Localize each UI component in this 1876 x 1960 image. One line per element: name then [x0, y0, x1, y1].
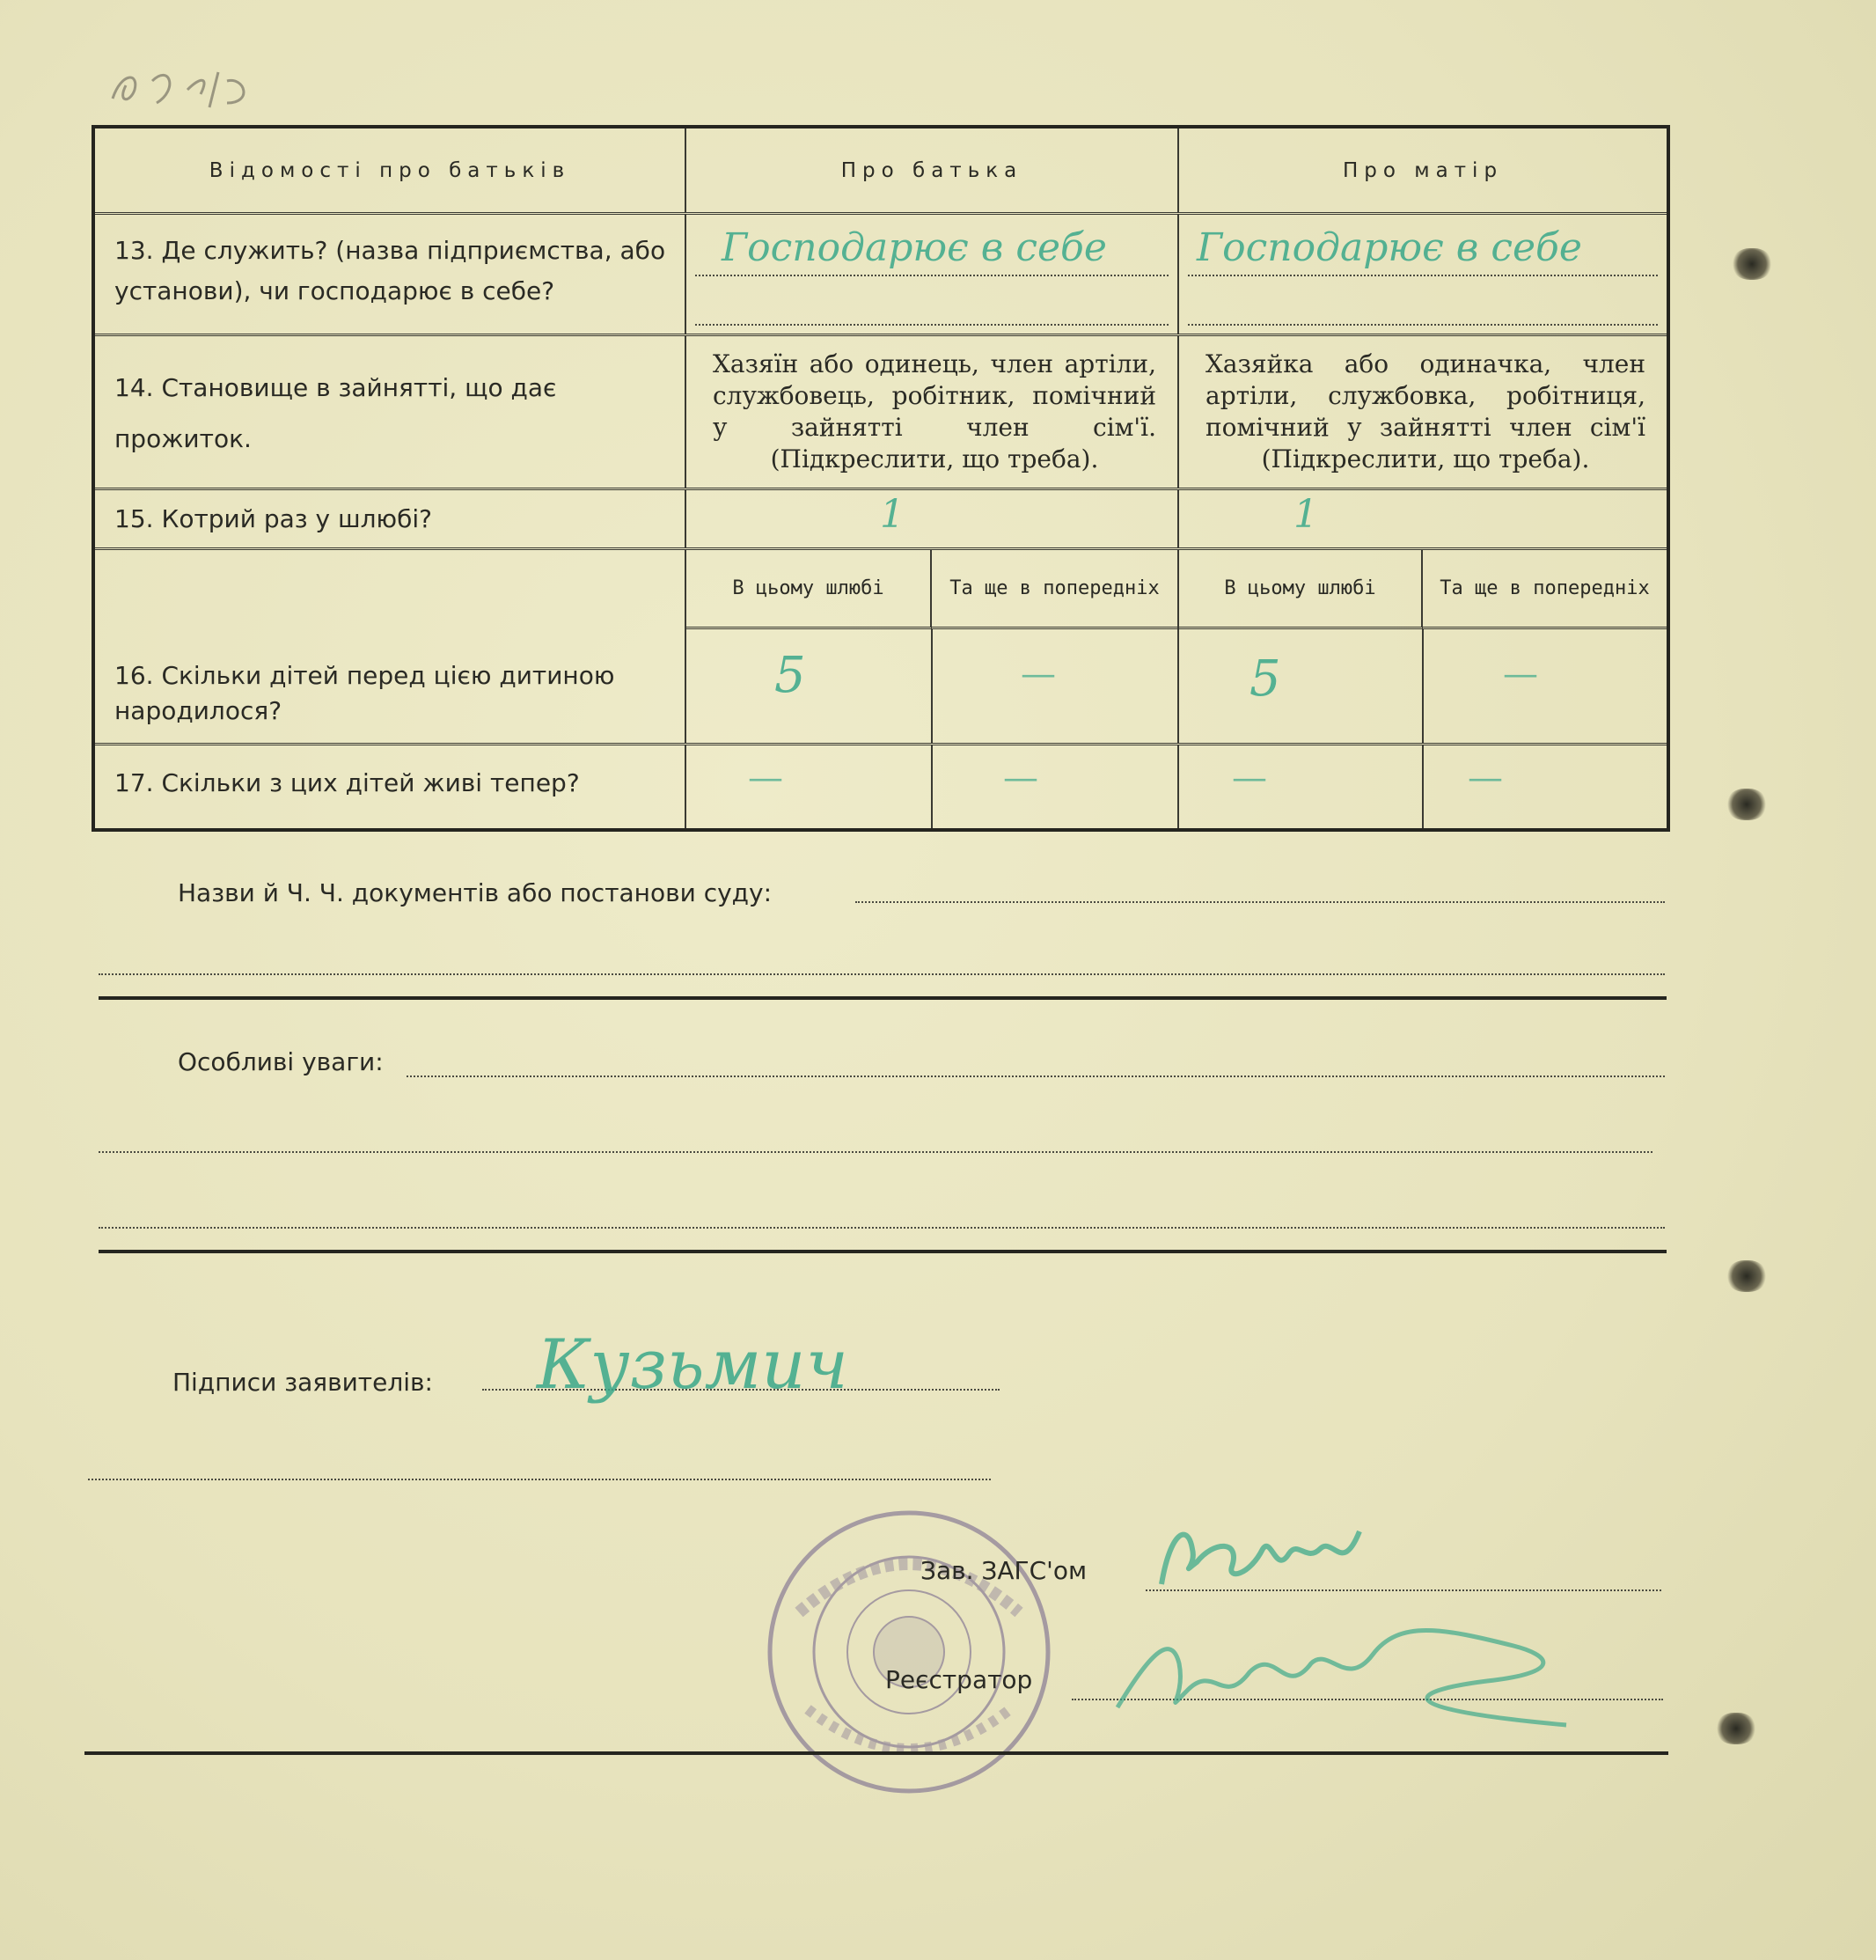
q16-mother-prev-header: Та ще в попередніх — [1423, 550, 1667, 629]
q16-father-prev-answer: — — [1021, 654, 1056, 694]
parents-info-table — [92, 125, 1670, 832]
row-15-marriage-count — [95, 490, 1667, 550]
dotted-line — [695, 324, 1169, 326]
remarks-line-3 — [99, 1227, 1665, 1229]
header-father: Про батька — [686, 128, 1179, 212]
zags-head-label: Зав. ЗАГС'ом — [920, 1556, 1088, 1585]
remarks-line-2 — [99, 1151, 1652, 1153]
q15-mother-cell — [1179, 490, 1667, 547]
pencil-annotation — [104, 55, 262, 116]
q17-text: Скільки з цих дітей живі тепер? — [161, 768, 580, 797]
punch-hole — [1726, 789, 1767, 820]
bottom-divider — [84, 1751, 1668, 1755]
q15-number: 15. — [114, 504, 154, 533]
q13-mother-answer: Господарює в себе — [1197, 225, 1582, 270]
q15-text: Котрий раз у шлюбі? — [161, 504, 433, 533]
q16-father-this-header: В цьому шлюбі — [686, 550, 932, 629]
q17-father-prev-answer: — — [1003, 758, 1038, 798]
remarks-line-1 — [407, 1075, 1665, 1077]
q16-text: Скільки дітей перед цією дитиною народилося? — [114, 661, 615, 725]
q17-mother-cell — [1179, 745, 1667, 828]
q17-father-cell — [686, 745, 1179, 828]
q16-number: 16. — [114, 661, 154, 690]
q13-text: Де служить? (назва підприємства, або установи), чи господарює в себе? — [114, 236, 666, 305]
q14-text: Становище в зайнятті, що дає прожиток. — [114, 373, 557, 453]
header-mother: Про матір — [1342, 158, 1504, 182]
q16-mother-this-header: В цьому шлюбі — [1179, 550, 1423, 629]
q16-father-cell — [686, 550, 1179, 743]
q13-father-answer: Господарює в себе — [722, 225, 1107, 270]
q16-father-prev-cell — [933, 629, 1177, 743]
remarks-label: Особливі уваги: — [178, 1047, 384, 1076]
q16-father-this-cell — [686, 629, 933, 743]
q16-mother-prev-cell — [1424, 629, 1667, 743]
q17-mother-prev-cell — [1424, 745, 1667, 828]
q17-question — [95, 745, 686, 828]
q15-mother-answer: 1 — [1293, 492, 1318, 537]
dotted-line — [1188, 324, 1658, 326]
q16-question — [95, 550, 686, 743]
row-13-workplace — [95, 215, 1667, 336]
dotted-line — [695, 275, 1169, 276]
row-17-children-alive — [95, 745, 1667, 828]
q16-mother-this-cell — [1179, 629, 1424, 743]
q14-number: 14. — [114, 373, 154, 402]
q14-father-options: Хазяїн або одинець, член артіли, службовець, робітник, помічний у зайнятті член сім'ї. (Підкреслити, що треба). — [686, 336, 1179, 488]
q16-mother-this-answer: 5 — [1249, 650, 1281, 708]
punch-hole — [1716, 1713, 1756, 1744]
q16-mother-prev-answer: — — [1503, 654, 1538, 694]
q17-mother-this-answer: — — [1232, 758, 1267, 798]
q17-father-this-cell — [686, 745, 933, 828]
row-14-occupation-status — [95, 336, 1667, 490]
section-divider — [99, 996, 1667, 1000]
punch-hole — [1726, 1260, 1767, 1292]
q13-question — [95, 215, 686, 334]
zags-signature — [1144, 1514, 1381, 1602]
dotted-line — [1188, 275, 1658, 276]
q13-mother-cell — [1179, 215, 1667, 334]
q15-father-answer: 1 — [880, 492, 905, 537]
q17-mother-this-cell — [1179, 745, 1424, 828]
punch-hole — [1732, 248, 1772, 280]
q17-father-prev-cell — [933, 745, 1177, 828]
table-header-row — [95, 128, 1667, 215]
q13-number: 13. — [114, 236, 154, 265]
documents-label: Назви й Ч. Ч. документів або постанови суду: — [178, 878, 773, 907]
row-16-children-born — [95, 550, 1667, 745]
applicant-signature: Кузьмич — [537, 1325, 849, 1405]
q14-question — [95, 336, 686, 488]
q15-question — [95, 490, 686, 547]
registrar-signature — [1109, 1611, 1584, 1743]
q16-father-prev-header: Та ще в попередніх — [932, 550, 1177, 629]
q17-father-this-answer: — — [748, 758, 783, 798]
section-divider — [99, 1250, 1667, 1253]
q13-father-cell — [686, 215, 1179, 334]
documents-line-1 — [855, 901, 1665, 903]
q15-father-cell — [686, 490, 1179, 547]
q17-number: 17. — [114, 768, 154, 797]
documents-line-2 — [99, 973, 1665, 975]
q14-mother-options: Хазяйка або одиначка, член артіли, службовка, робітниця, помічний у зайнятті член сім'ї (Підкреслити, що треба). — [1205, 349, 1645, 473]
signatures-line-2 — [88, 1479, 991, 1480]
registrar-label: Реєстратор — [885, 1665, 1033, 1694]
q17-mother-prev-answer: — — [1468, 758, 1503, 798]
signatures-label: Підписи заявителів: — [172, 1368, 433, 1397]
q16-father-this-answer: 5 — [774, 647, 806, 704]
q16-mother-cell — [1179, 550, 1667, 743]
header-parents-info: Відомості про батьків — [95, 128, 686, 212]
